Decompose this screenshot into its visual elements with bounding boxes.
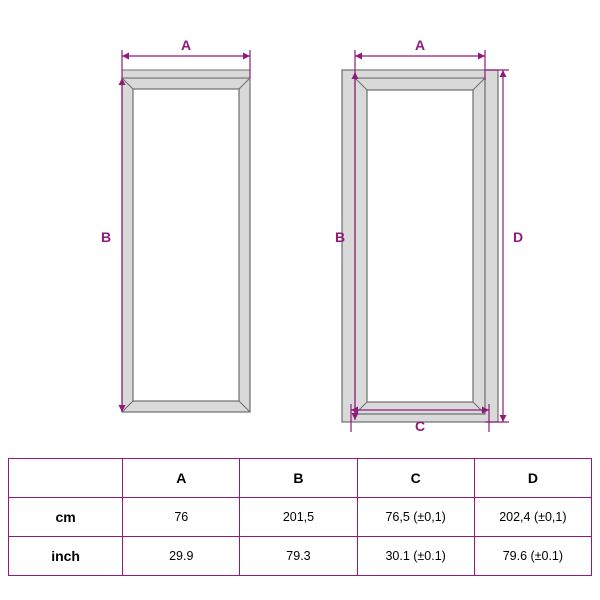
table-col-b: B <box>240 459 357 498</box>
right-frame-view <box>342 70 498 422</box>
cell-cm-d: 202,4 (±0,1) <box>474 498 591 537</box>
row-unit-cm: cm <box>9 498 123 537</box>
table-col-d: D <box>474 459 591 498</box>
table-row <box>9 498 592 537</box>
right-label-b: B <box>334 229 346 245</box>
cell-cm-c: 76,5 (±0,1) <box>357 498 474 537</box>
row-unit-inch: inch <box>9 537 123 576</box>
right-label-c: C <box>414 418 426 434</box>
cell-inch-d: 79.6 (±0.1) <box>474 537 591 576</box>
cell-inch-b: 79.3 <box>240 537 357 576</box>
cell-cm-a: 76 <box>123 498 240 537</box>
table-corner-cell <box>9 459 123 498</box>
table-col-a: A <box>123 459 240 498</box>
table-col-c: C <box>357 459 474 498</box>
left-label-a: A <box>180 37 192 53</box>
right-label-d: D <box>512 229 524 245</box>
right-label-a: A <box>414 37 426 53</box>
left-label-b: B <box>100 229 112 245</box>
table-row <box>9 537 592 576</box>
cell-inch-c: 30.1 (±0.1) <box>357 537 474 576</box>
table-header-row <box>9 459 592 498</box>
specification-table <box>8 458 592 576</box>
left-frame-view <box>122 70 250 412</box>
cell-inch-a: 29.9 <box>123 537 240 576</box>
cell-cm-b: 201,5 <box>240 498 357 537</box>
